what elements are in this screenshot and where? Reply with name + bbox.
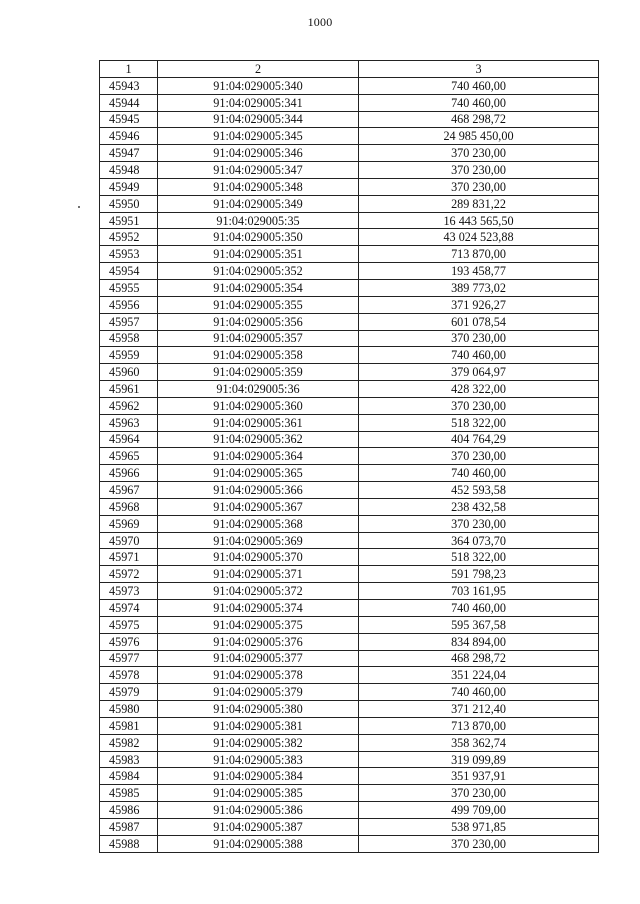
cadastral-value-cell: 389 773,02 <box>359 279 599 296</box>
row-index-cell: 45970 <box>100 532 158 549</box>
cadastral-value-cell: 591 798,23 <box>359 566 599 583</box>
table-row <box>100 128 599 145</box>
cadastral-number-cell: 91:04:029005:36 <box>158 381 359 398</box>
row-index-cell: 45971 <box>100 549 158 566</box>
table-row <box>100 650 599 667</box>
cadastral-number-cell: 91:04:029005:365 <box>158 465 359 482</box>
cadastral-number-cell: 91:04:029005:371 <box>158 566 359 583</box>
cadastral-number-cell: 91:04:029005:358 <box>158 347 359 364</box>
cadastral-value-cell: 740 460,00 <box>359 347 599 364</box>
table-row <box>100 684 599 701</box>
row-index-cell: 45959 <box>100 347 158 364</box>
cadastral-value-cell: 834 894,00 <box>359 633 599 650</box>
row-index-cell: 45969 <box>100 515 158 532</box>
cadastral-number-cell: 91:04:029005:386 <box>158 802 359 819</box>
table-row <box>100 701 599 718</box>
cadastral-value-cell: 595 367,58 <box>359 616 599 633</box>
table-row <box>100 397 599 414</box>
column-header-cadastral-number: 2 <box>158 61 359 78</box>
row-index-cell: 45944 <box>100 94 158 111</box>
table-row <box>100 549 599 566</box>
table-row <box>100 414 599 431</box>
cadastral-value-cell: 370 230,00 <box>359 162 599 179</box>
cadastral-value-cell: 358 362,74 <box>359 734 599 751</box>
table-row <box>100 667 599 684</box>
cadastral-value-cell: 601 078,54 <box>359 313 599 330</box>
cadastral-number-cell: 91:04:029005:362 <box>158 431 359 448</box>
table-row <box>100 246 599 263</box>
cadastral-value-cell: 370 230,00 <box>359 330 599 347</box>
table-row <box>100 583 599 600</box>
row-index-cell: 45947 <box>100 145 158 162</box>
cadastral-number-cell: 91:04:029005:344 <box>158 111 359 128</box>
table-row <box>100 818 599 835</box>
cadastral-value-cell: 379 064,97 <box>359 364 599 381</box>
cadastral-value-cell: 404 764,29 <box>359 431 599 448</box>
cadastral-number-cell: 91:04:029005:340 <box>158 77 359 94</box>
cadastral-value-cell: 713 870,00 <box>359 246 599 263</box>
row-index-cell: 45967 <box>100 482 158 499</box>
table-row <box>100 263 599 280</box>
column-header-index: 1 <box>100 61 158 78</box>
cadastral-value-cell: 538 971,85 <box>359 818 599 835</box>
table-row <box>100 616 599 633</box>
cadastral-number-cell: 91:04:029005:348 <box>158 178 359 195</box>
table-row <box>100 465 599 482</box>
cadastral-number-cell: 91:04:029005:380 <box>158 701 359 718</box>
row-index-cell: 45952 <box>100 229 158 246</box>
cadastral-value-cell: 518 322,00 <box>359 549 599 566</box>
cadastral-value-cell: 370 230,00 <box>359 178 599 195</box>
cadastral-value-cell: 370 230,00 <box>359 835 599 852</box>
row-index-cell: 45977 <box>100 650 158 667</box>
row-index-cell: 45949 <box>100 178 158 195</box>
row-index-cell: 45973 <box>100 583 158 600</box>
table-header <box>100 61 599 78</box>
row-index-cell: 45957 <box>100 313 158 330</box>
table-row <box>100 431 599 448</box>
row-index-cell: 45960 <box>100 364 158 381</box>
table-row <box>100 111 599 128</box>
cadastral-number-cell: 91:04:029005:372 <box>158 583 359 600</box>
cadastral-value-cell: 370 230,00 <box>359 448 599 465</box>
table-row <box>100 162 599 179</box>
row-index-cell: 45953 <box>100 246 158 263</box>
table-row <box>100 482 599 499</box>
row-index-cell: 45987 <box>100 818 158 835</box>
cadastral-number-cell: 91:04:029005:35 <box>158 212 359 229</box>
cadastral-value-cell: 740 460,00 <box>359 94 599 111</box>
row-index-cell: 45983 <box>100 751 158 768</box>
table-row <box>100 633 599 650</box>
table-row <box>100 279 599 296</box>
cadastral-value-cell: 740 460,00 <box>359 77 599 94</box>
row-index-cell: 45961 <box>100 381 158 398</box>
cadastral-value-cell: 740 460,00 <box>359 684 599 701</box>
cadastral-number-cell: 91:04:029005:374 <box>158 600 359 617</box>
row-index-cell: 45954 <box>100 263 158 280</box>
row-index-cell: 45964 <box>100 431 158 448</box>
row-index-cell: 45963 <box>100 414 158 431</box>
cadastral-value-cell: 319 099,89 <box>359 751 599 768</box>
row-index-cell: 45972 <box>100 566 158 583</box>
row-index-cell: 45979 <box>100 684 158 701</box>
cadastral-value-cell: 364 073,70 <box>359 532 599 549</box>
cadastral-value-cell: 428 322,00 <box>359 381 599 398</box>
cadastral-number-cell: 91:04:029005:385 <box>158 785 359 802</box>
cadastral-number-cell: 91:04:029005:370 <box>158 549 359 566</box>
table-row <box>100 448 599 465</box>
cadastral-number-cell: 91:04:029005:352 <box>158 263 359 280</box>
row-index-cell: 45976 <box>100 633 158 650</box>
table-row <box>100 381 599 398</box>
cadastral-value-cell: 468 298,72 <box>359 111 599 128</box>
cadastral-number-cell: 91:04:029005:381 <box>158 717 359 734</box>
cadastral-number-cell: 91:04:029005:356 <box>158 313 359 330</box>
cadastral-value-cell: 371 926,27 <box>359 296 599 313</box>
row-index-cell: 45946 <box>100 128 158 145</box>
table-row <box>100 566 599 583</box>
cadastral-value-cell: 351 224,04 <box>359 667 599 684</box>
header-row <box>100 61 599 78</box>
cadastral-number-cell: 91:04:029005:361 <box>158 414 359 431</box>
table-row <box>100 347 599 364</box>
cadastral-number-cell: 91:04:029005:387 <box>158 818 359 835</box>
cadastral-number-cell: 91:04:029005:351 <box>158 246 359 263</box>
table-row <box>100 532 599 549</box>
table-row <box>100 717 599 734</box>
page-number: 1000 <box>307 15 333 29</box>
cadastral-number-cell: 91:04:029005:379 <box>158 684 359 701</box>
cadastral-value-cell: 499 709,00 <box>359 802 599 819</box>
cadastral-number-cell: 91:04:029005:341 <box>158 94 359 111</box>
cadastral-number-cell: 91:04:029005:384 <box>158 768 359 785</box>
table-row <box>100 195 599 212</box>
row-index-cell: 45988 <box>100 835 158 852</box>
row-index-cell: 45981 <box>100 717 158 734</box>
row-index-cell: 45985 <box>100 785 158 802</box>
cadastral-number-cell: 91:04:029005:377 <box>158 650 359 667</box>
cadastral-value-cell: 238 432,58 <box>359 498 599 515</box>
row-index-cell: 45984 <box>100 768 158 785</box>
cadastral-number-cell: 91:04:029005:349 <box>158 195 359 212</box>
row-index-cell: 45980 <box>100 701 158 718</box>
table-row <box>100 768 599 785</box>
cadastral-value-cell: 289 831,22 <box>359 195 599 212</box>
cadastral-value-cell: 370 230,00 <box>359 145 599 162</box>
row-index-cell: 45978 <box>100 667 158 684</box>
row-index-cell: 45943 <box>100 77 158 94</box>
cadastral-number-cell: 91:04:029005:376 <box>158 633 359 650</box>
cadastral-value-cell: 452 593,58 <box>359 482 599 499</box>
table-row <box>100 515 599 532</box>
cadastral-number-cell: 91:04:029005:355 <box>158 296 359 313</box>
row-index-cell: 45950 <box>100 195 158 212</box>
cadastral-number-cell: 91:04:029005:388 <box>158 835 359 852</box>
scan-speck <box>78 206 80 208</box>
table-row <box>100 785 599 802</box>
cadastral-number-cell: 91:04:029005:359 <box>158 364 359 381</box>
table-row <box>100 77 599 94</box>
cadastral-number-cell: 91:04:029005:367 <box>158 498 359 515</box>
table-row <box>100 178 599 195</box>
row-index-cell: 45974 <box>100 600 158 617</box>
row-index-cell: 45966 <box>100 465 158 482</box>
table-row <box>100 330 599 347</box>
cadastral-value-cell: 713 870,00 <box>359 717 599 734</box>
cadastral-number-cell: 91:04:029005:364 <box>158 448 359 465</box>
table-row <box>100 802 599 819</box>
cadastral-value-cell: 370 230,00 <box>359 515 599 532</box>
table-row <box>100 734 599 751</box>
cadastral-value-cell: 370 230,00 <box>359 397 599 414</box>
cadastral-value-cell: 518 322,00 <box>359 414 599 431</box>
cadastral-number-cell: 91:04:029005:369 <box>158 532 359 549</box>
cadastral-value-cell: 24 985 450,00 <box>359 128 599 145</box>
table-row <box>100 94 599 111</box>
row-index-cell: 45986 <box>100 802 158 819</box>
table-body <box>100 77 599 852</box>
cadastral-number-cell: 91:04:029005:360 <box>158 397 359 414</box>
cadastral-number-cell: 91:04:029005:378 <box>158 667 359 684</box>
row-index-cell: 45951 <box>100 212 158 229</box>
cadastral-number-cell: 91:04:029005:347 <box>158 162 359 179</box>
cadastral-number-cell: 91:04:029005:345 <box>158 128 359 145</box>
row-index-cell: 45955 <box>100 279 158 296</box>
cadastral-value-cell: 193 458,77 <box>359 263 599 280</box>
row-index-cell: 45948 <box>100 162 158 179</box>
table-row <box>100 229 599 246</box>
row-index-cell: 45965 <box>100 448 158 465</box>
cadastral-value-cell: 740 460,00 <box>359 600 599 617</box>
cadastral-value-cell: 351 937,91 <box>359 768 599 785</box>
cadastral-number-cell: 91:04:029005:382 <box>158 734 359 751</box>
table-row <box>100 313 599 330</box>
cadastral-number-cell: 91:04:029005:366 <box>158 482 359 499</box>
row-index-cell: 45962 <box>100 397 158 414</box>
row-index-cell: 45958 <box>100 330 158 347</box>
table-row <box>100 835 599 852</box>
cadastral-value-cell: 43 024 523,88 <box>359 229 599 246</box>
cadastral-number-cell: 91:04:029005:350 <box>158 229 359 246</box>
cadastral-number-cell: 91:04:029005:357 <box>158 330 359 347</box>
cadastral-number-cell: 91:04:029005:383 <box>158 751 359 768</box>
cadastral-value-cell: 371 212,40 <box>359 701 599 718</box>
row-index-cell: 45945 <box>100 111 158 128</box>
cadastral-value-table <box>99 60 599 853</box>
table-row <box>100 600 599 617</box>
cadastral-value-cell: 370 230,00 <box>359 785 599 802</box>
cadastral-value-cell: 16 443 565,50 <box>359 212 599 229</box>
row-index-cell: 45975 <box>100 616 158 633</box>
cadastral-number-cell: 91:04:029005:375 <box>158 616 359 633</box>
table-row <box>100 145 599 162</box>
cadastral-value-cell: 740 460,00 <box>359 465 599 482</box>
cadastral-number-cell: 91:04:029005:368 <box>158 515 359 532</box>
table-row <box>100 498 599 515</box>
table-row <box>100 364 599 381</box>
row-index-cell: 45956 <box>100 296 158 313</box>
table-row <box>100 751 599 768</box>
table-row <box>100 296 599 313</box>
table-row <box>100 212 599 229</box>
column-header-value: 3 <box>359 61 599 78</box>
cadastral-value-cell: 468 298,72 <box>359 650 599 667</box>
cadastral-value-cell: 703 161,95 <box>359 583 599 600</box>
row-index-cell: 45982 <box>100 734 158 751</box>
row-index-cell: 45968 <box>100 498 158 515</box>
cadastral-number-cell: 91:04:029005:346 <box>158 145 359 162</box>
cadastral-number-cell: 91:04:029005:354 <box>158 279 359 296</box>
